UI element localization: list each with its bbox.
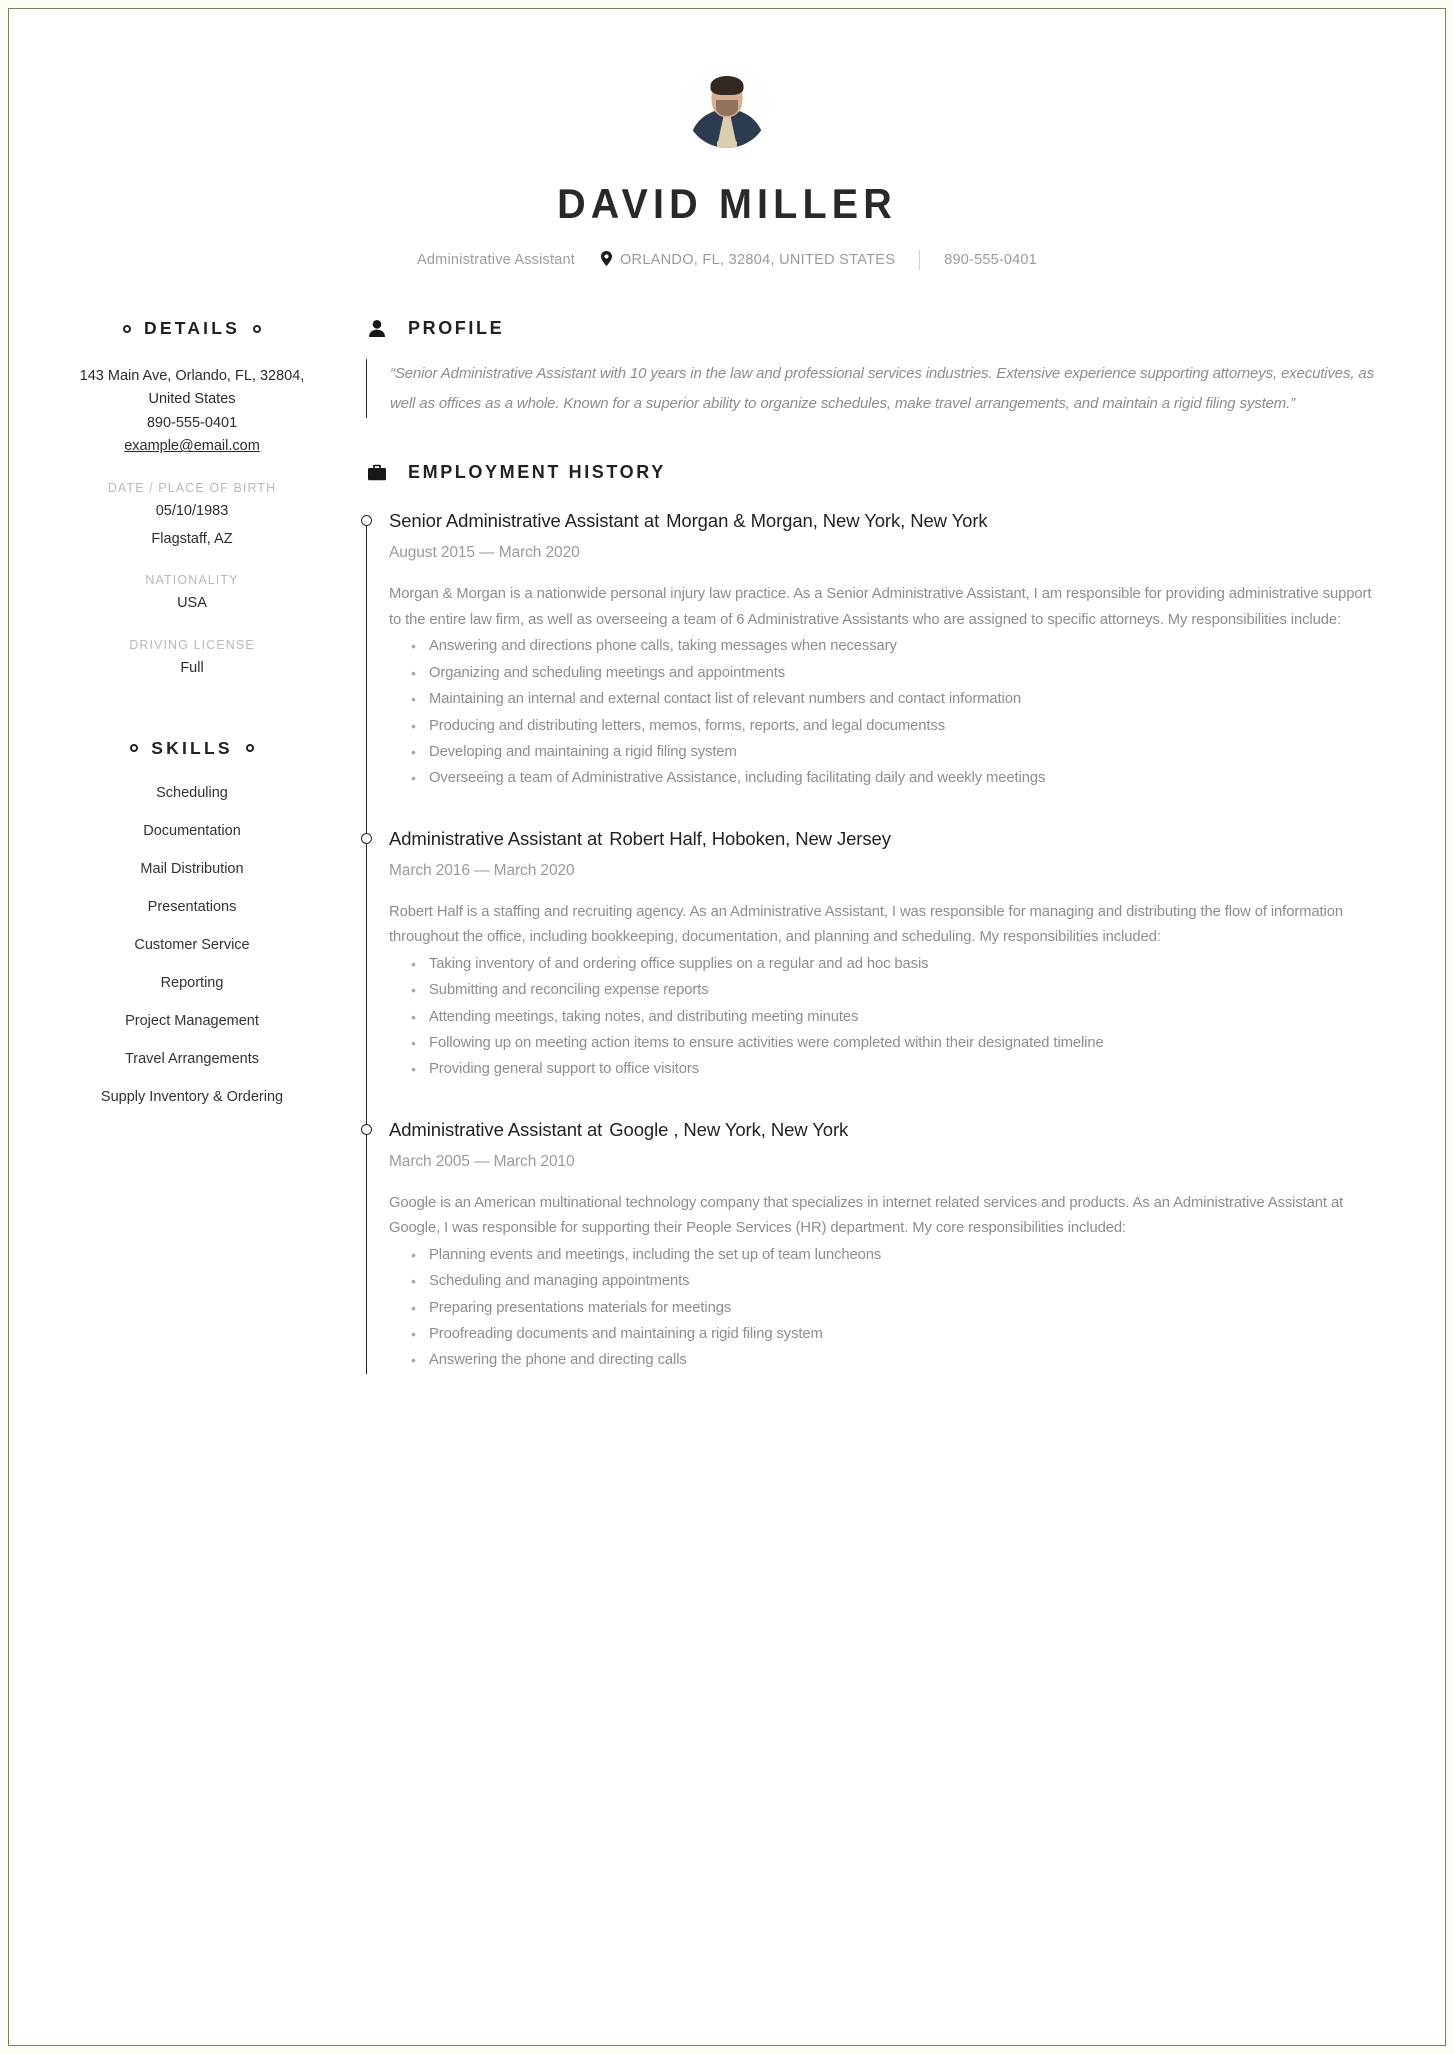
skill-item: Reporting	[160, 974, 224, 991]
list-item: • Producing and distributing letters, memos, forms, reports, and legal documentss	[429, 714, 1408, 739]
ring-left-icon	[123, 325, 131, 333]
job-description: Morgan & Morgan is a nationwide personal injury law practice. As a Senior Administrative Assistant, I am responsible for providing administrative support to the entire law firm, as well as overseeing a team of 6 Administrative Assistants who are assigned to specific attorneys. My responsibilities include:	[389, 586, 1372, 628]
dob-place: Flagstaff, AZ	[151, 531, 233, 548]
skill-item: Presentations	[147, 898, 237, 915]
employment-timeline	[366, 509, 1408, 1374]
list-item: • Providing general support to office visitors	[429, 1057, 1408, 1082]
page-title: DAVID MILLER	[557, 180, 897, 227]
job-role: Senior Administrative Assistant at	[389, 510, 660, 532]
job-responsibilities-list	[389, 1243, 1408, 1374]
skill-item: Customer Service	[134, 936, 250, 953]
details-heading	[42, 318, 342, 339]
job-description: Google is an American multinational technology company that specializes in internet related services and products. As an Administrative Assistant at Google, I was responsible for supporting their People Services (HR) department. My core responsibilities included:	[389, 1194, 1344, 1237]
sidebar	[12, 318, 342, 1375]
resume-page-frame	[8, 8, 1446, 2046]
address-line-2: United States	[148, 391, 236, 408]
timeline-dot-icon	[361, 1124, 372, 1135]
nationality-value: USA	[177, 595, 207, 612]
employment-heading-label: EMPLOYMENT HISTORY	[408, 462, 666, 483]
skill-item: Scheduling	[156, 784, 228, 801]
header-divider	[919, 250, 920, 270]
skill-item: Documentation	[143, 822, 241, 839]
profile-text: “Senior Administrative Assistant with 10 years in the law and professional services industries. Extensive experience supporting attorneys, executives, as well as offices as a whole. Known for a superior ability to organize schedules, make travel arrangements, and maintain a rigid filing system.”	[390, 365, 1374, 412]
profile-block	[366, 359, 1408, 418]
email-link[interactable]: example@email.com	[124, 438, 260, 455]
employment-entry	[389, 1118, 1408, 1374]
job-title	[389, 827, 1408, 852]
employment-section	[366, 462, 1408, 1374]
avatar	[685, 64, 769, 148]
skills-heading-label: SKILLS	[151, 737, 233, 758]
skill-item: Travel Arrangements	[124, 1050, 260, 1067]
dob-label: DATE / PLACE OF BIRTH	[107, 480, 277, 495]
list-item: • Developing and maintaining a rigid filing system	[429, 740, 1408, 765]
list-item: • Answering and directions phone calls, taking messages when necessary	[429, 634, 1408, 659]
job-company: Morgan & Morgan, New York, New York	[666, 510, 988, 532]
ring-left-icon	[130, 744, 138, 752]
main-content	[342, 318, 1408, 1375]
job-company: Robert Half, Hoboken, New Jersey	[609, 827, 891, 849]
details-heading-label: DETAILS	[144, 318, 240, 338]
job-company: Google , New York, New York	[609, 1118, 849, 1140]
list-item: • Attending meetings, taking notes, and distributing meeting minutes	[429, 1005, 1408, 1030]
profile-heading-label: PROFILE	[408, 318, 505, 338]
skills-section	[42, 738, 342, 1105]
skill-item: Mail Distribution	[140, 860, 244, 877]
timeline-dot-icon	[361, 515, 372, 526]
map-pin-icon	[601, 251, 612, 269]
profile-heading	[366, 318, 1408, 339]
list-item: • Planning events and meetings, including the set up of team luncheons	[429, 1243, 1408, 1268]
job-responsibilities-list	[389, 634, 1408, 792]
ring-right-icon	[246, 744, 254, 752]
resume-sheet	[12, 12, 1442, 2042]
job-dates: August 2015 — March 2020	[389, 544, 580, 562]
header-phone: 890-555-0401	[944, 252, 1037, 268]
skills-heading	[42, 738, 342, 759]
list-item: • Maintaining an internal and external contact list of relevant numbers and contact information	[429, 687, 1408, 712]
driving-license-label: DRIVING LICENSE	[129, 637, 255, 652]
job-description: Robert Half is a staffing and recruiting agency. As an Administrative Assistant, I was responsible for managing and distributing the flow of information throughout the office, including bookkeeping, documentation, and planning and scheduling. My responsibilities included:	[389, 903, 1343, 946]
nationality-label: NATIONALITY	[145, 573, 239, 588]
job-role: Administrative Assistant at	[389, 827, 603, 849]
job-role: Administrative Assistant at	[389, 1118, 603, 1140]
job-title	[389, 509, 1408, 534]
job-responsibilities-list	[389, 952, 1408, 1083]
employment-heading	[366, 462, 1408, 483]
driving-license-value: Full	[180, 659, 204, 676]
resume-body	[12, 318, 1442, 1375]
list-item: • Proofreading documents and maintaining a rigid filing system	[429, 1322, 1408, 1347]
list-item: • Taking inventory of and ordering office supplies on a regular and ad hoc basis	[429, 952, 1408, 977]
list-item: • Preparing presentations materials for meetings	[429, 1296, 1408, 1321]
dob-date: 05/10/1983	[155, 502, 229, 519]
list-item: • Answering the phone and directing calls	[429, 1348, 1408, 1373]
header-job-title: Administrative Assistant	[417, 252, 575, 268]
job-title	[389, 1118, 1408, 1143]
person-icon	[366, 320, 388, 337]
header-contact-line	[12, 250, 1442, 270]
list-item: • Scheduling and managing appointments	[429, 1269, 1408, 1294]
header-location: ORLANDO, FL, 32804, UNITED STATES	[619, 252, 896, 268]
briefcase-icon	[366, 464, 388, 481]
timeline-dot-icon	[361, 833, 372, 844]
list-item: • Overseeing a team of Administrative Assistance, including facilitating daily and weekly meetings	[429, 766, 1408, 791]
job-dates: March 2005 — March 2010	[389, 1152, 575, 1170]
skill-item: Supply Inventory & Ordering	[100, 1088, 284, 1105]
details-phone: 890-555-0401	[146, 414, 238, 431]
address-line-1: 143 Main Ave, Orlando, FL, 32804,	[79, 368, 305, 384]
employment-entry	[389, 827, 1408, 1118]
list-item: • Following up on meeting action items to ensure activities were completed within their designated timeline	[429, 1031, 1408, 1056]
skill-item: Project Management	[125, 1012, 259, 1029]
details-address	[42, 365, 342, 459]
job-dates: March 2016 — March 2020	[389, 861, 575, 879]
skills-list	[42, 785, 342, 1105]
list-item: • Organizing and scheduling meetings and appointments	[429, 661, 1408, 686]
employment-entry	[389, 509, 1408, 826]
ring-right-icon	[253, 325, 261, 333]
resume-header	[12, 12, 1442, 270]
list-item: • Submitting and reconciling expense reports	[429, 978, 1408, 1003]
